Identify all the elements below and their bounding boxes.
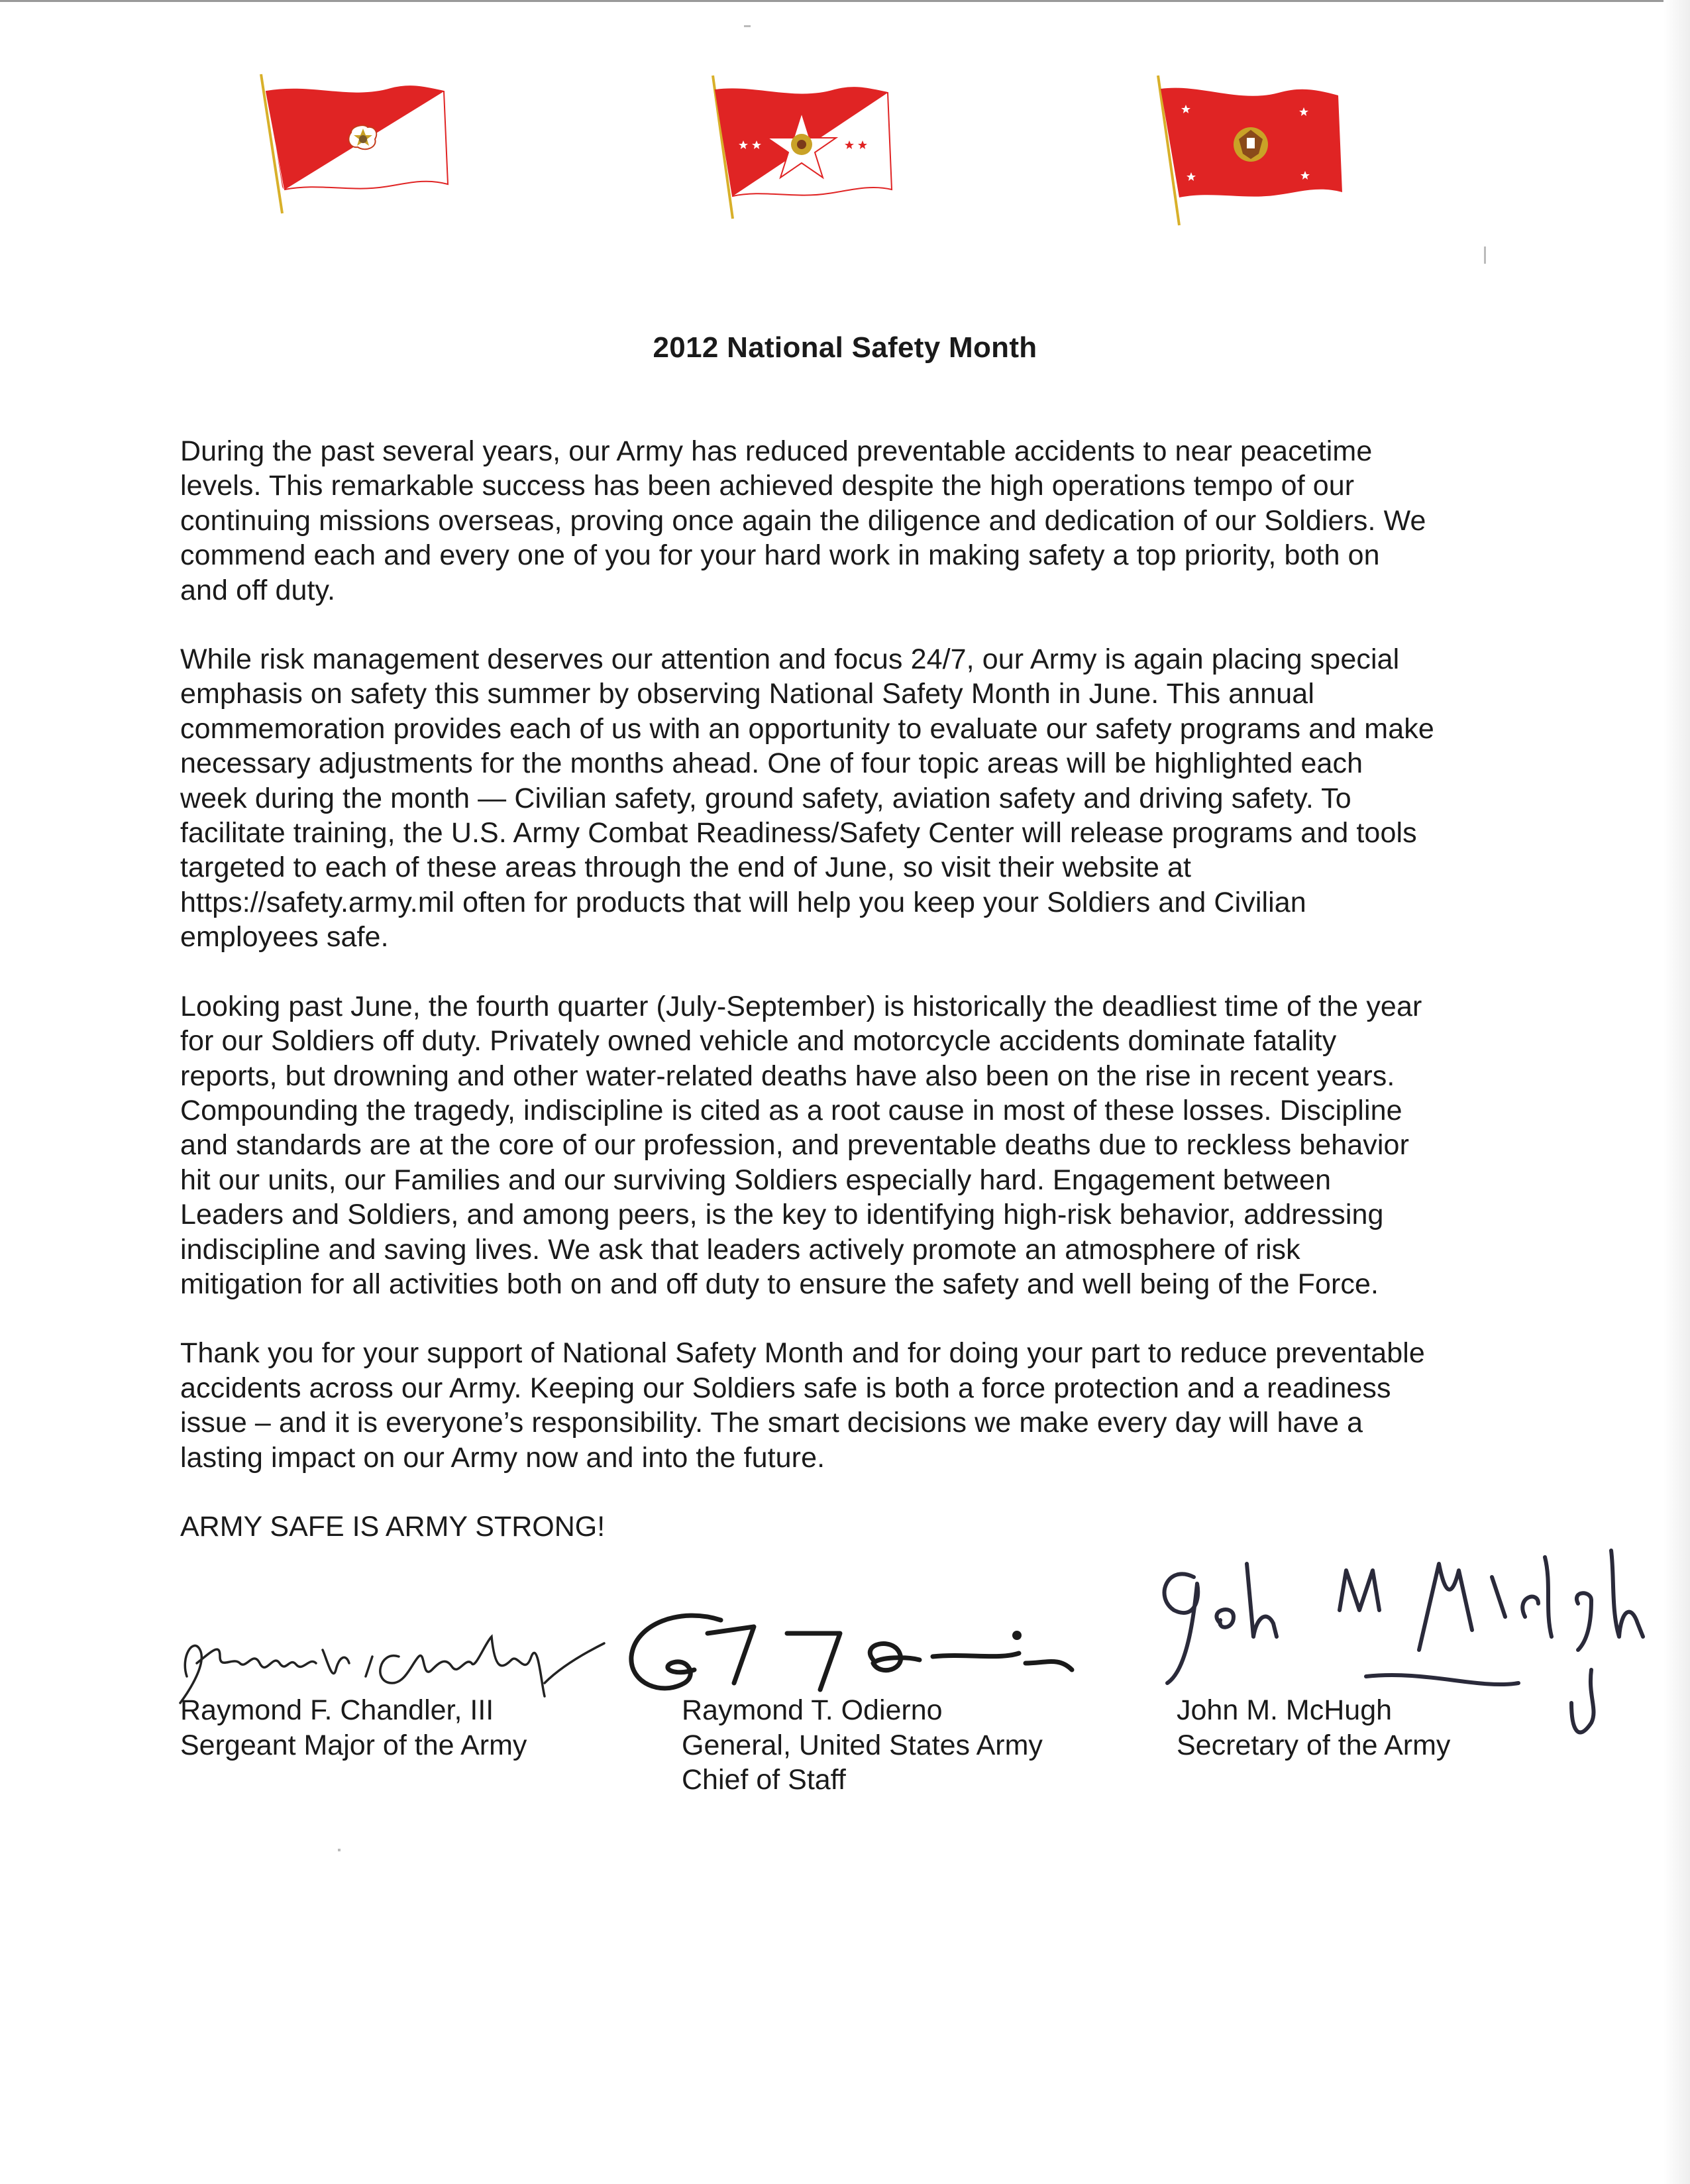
signer-name: Raymond T. Odierno <box>682 1694 943 1726</box>
paragraph-2: While risk management deserves our attention and focus 24/7, our Army is again placing special emphasis on safety this summer by observing National Safety Month in June. This annual commemoration provides each of us with an opportunity to evaluate our safety programs and make necessary adjustments for the months ahead. One of four topic areas will be highlighted each week during the month — Civilian safety, ground safety, aviation safety and driving safety. To facilitate training, the U.S. Army Combat Readiness/Safety Center will release programs and tools targeted to each of these areas through the end of June, so visit their website at https://safety.army.mil often for products that will help you keep your Soldiers and Civilian employees safe. <box>180 643 1434 954</box>
chief-of-staff-flag-icon <box>696 66 894 225</box>
signer-title: Sergeant Major of the Army <box>180 1729 527 1761</box>
scan-speck <box>338 1849 341 1851</box>
secretary-flag-icon <box>1139 66 1351 232</box>
signer-title: General, United States Army <box>682 1729 1043 1761</box>
letter-title: 2012 National Safety Month <box>653 331 1037 364</box>
sergeant-major-flag-icon <box>252 66 450 219</box>
paragraph-1: During the past several years, our Army has reduced preventable accidents to near peacetime levels. This remarkable success has been achieved despite the high operations tempo of our continuing missions overseas, proving once again the diligence and dedication of our Soldiers. We commend each and every one of you for your hard work in making safety a top priority, both on and off duty. <box>180 435 1426 606</box>
closing-slogan: ARMY SAFE IS ARMY STRONG! <box>180 1510 606 1543</box>
signer-name: Raymond F. Chandler, III <box>180 1694 494 1726</box>
signer-block-mchugh <box>1177 1693 1450 1763</box>
signer-title: Secretary of the Army <box>1177 1729 1451 1761</box>
signer-name: John M. McHugh <box>1177 1694 1393 1726</box>
scan-top-edge <box>0 0 1690 2</box>
signer-title-secondary: Chief of Staff <box>682 1764 846 1796</box>
letter-body <box>180 434 1525 1544</box>
signer-block-chandler <box>180 1693 527 1763</box>
scan-right-edge <box>1664 0 1690 2184</box>
paragraph-3: Looking past June, the fourth quarter (July-September) is historically the deadliest time of the year for our Soldiers off duty. Privately owned vehicle and motorcycle accidents dominate fatality reports, but drowning and other water-related deaths have also been on the rise in recent years. Compounding the tragedy, indiscipline is cited as a root cause in most of these losses. Discipline and standards are at the core of our profession, and preventable deaths due to reckless behavior hit our units, our Families and our surviving Soldiers especially hard. Engagement between Leaders and Soldiers, and among peers, is the key to identifying high-risk behavior, addressing indiscipline and saving lives. We ask that leaders actively promote an atmosphere of risk mitigation for all activities both on and off duty to ensure the safety and well being of the Force. <box>180 990 1422 1300</box>
scan-speck <box>744 25 751 27</box>
signer-block-odierno <box>682 1693 1043 1798</box>
paragraph-4: Thank you for your support of National Safety Month and for doing your part to reduce preventable accidents across our Army. Keeping our Soldiers safe is both a force protection and a readiness issue – and it is everyone’s responsibility. The smart decisions we make every day will have a lasting impact on our Army now and into the future. <box>180 1337 1425 1474</box>
scan-speck <box>1484 246 1486 264</box>
